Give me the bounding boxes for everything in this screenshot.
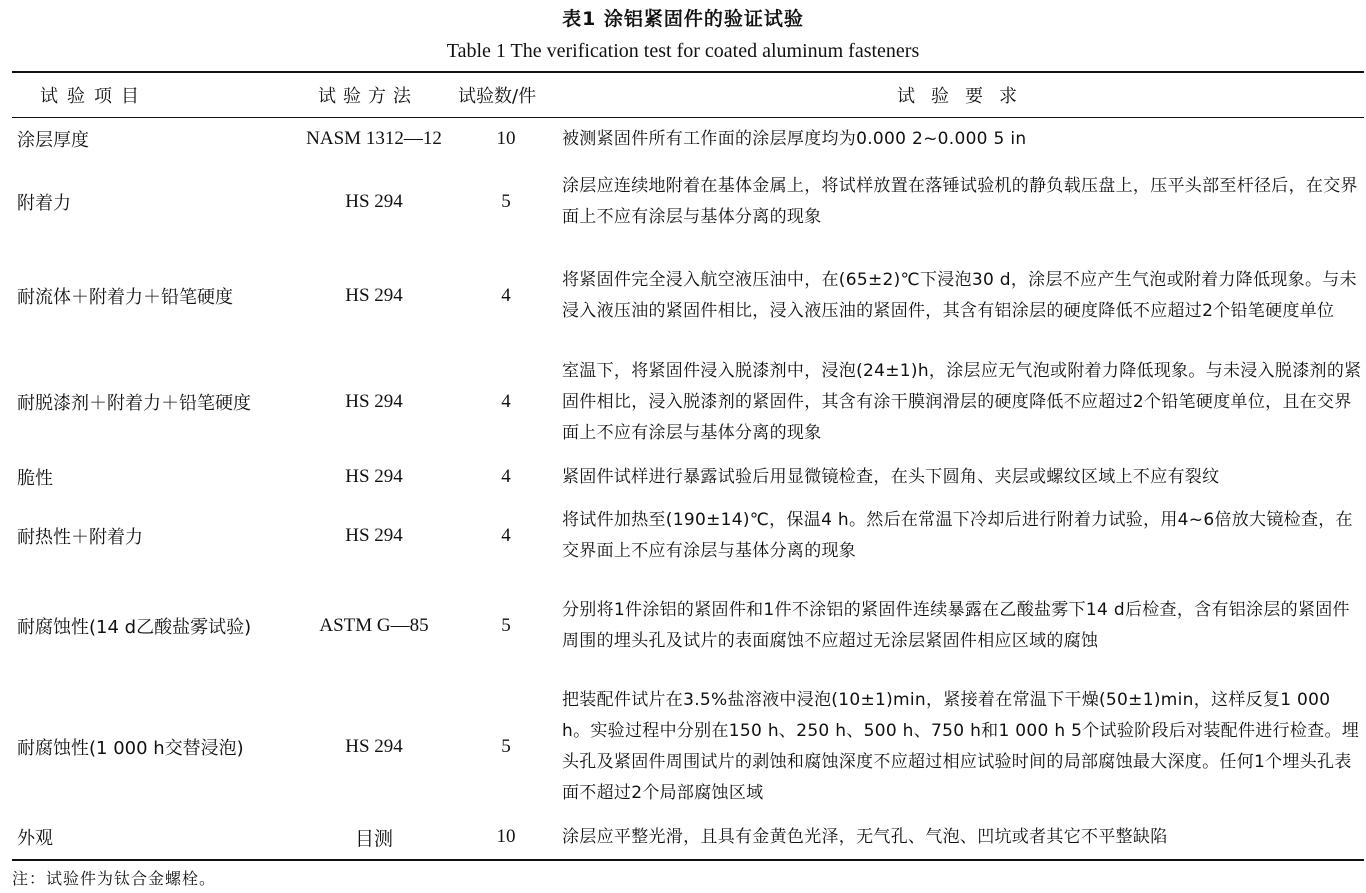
row-item: 耐流体＋附着力＋铅笔硬度 (17, 287, 233, 308)
row-item: 涂层厚度 (17, 130, 89, 151)
bottom-rule (12, 859, 1364, 861)
row-item: 脆性 (17, 468, 53, 489)
table-row (12, 576, 1364, 676)
row-count: 4 (501, 525, 511, 546)
row-method: HS 294 (345, 285, 403, 306)
row-method: ASTM G—85 (319, 615, 429, 636)
row-requirement: 涂层应连续地附着在基体金属上，将试样放置在落锤试验机的静负载压盘上，压平头部至杆径后，在交界面上不应有涂层与基体分离的现象 (562, 176, 1358, 227)
row-count: 5 (501, 615, 511, 636)
table-row (12, 246, 1364, 346)
header-method: 试验方法 (318, 86, 418, 107)
row-method: HS 294 (345, 391, 403, 412)
row-item: 外观 (17, 828, 53, 849)
row-item: 附着力 (17, 193, 71, 214)
header-count: 试验数/件 (458, 86, 537, 107)
row-method: HS 294 (345, 736, 403, 757)
row-item: 耐腐蚀性(14 d乙酸盐雾试验) (17, 617, 252, 638)
row-requirement: 室温下，将紧固件浸入脱漆剂中，浸泡(24±1)h，涂层应无气泡或附着力降低现象。与未浸入脱漆剂的紧固件相比，浸入脱漆剂的紧固件，其含有涂干膜润滑层的硬度降低不应超过2个铅笔硬度单位，且在交界面上不应有涂层与基体分离的现象 (562, 360, 1362, 443)
row-count: 10 (496, 128, 516, 149)
row-count: 5 (501, 191, 511, 212)
table-row (12, 120, 1364, 158)
row-requirement: 分别将1件涂铝的紧固件和1件不涂铝的紧固件连续暴露在乙酸盐雾下14 d后检查，含有铝涂层的紧固件周围的埋头孔及试片的表面腐蚀不应超过无涂层紧固件相应区域的腐蚀 (562, 600, 1350, 651)
row-method: 目测 (354, 828, 393, 850)
row-requirement: 把装配件试片在3.5%盐溶液中浸泡(10±1)min，紧接着在常温下干燥(50±1)min，这样反复1 000 h。实验过程中分别在150 h、250 h、500 h、750 h和1 000 h 5个试验阶段后对装配件进行检查。埋头孔及紧固件周围试片的剥蚀和腐蚀深度不应超过相应试验时间的局部腐蚀最大深度。任何1个埋头孔表面不超过2个局部腐蚀区域 (562, 690, 1360, 803)
row-count: 4 (501, 466, 511, 487)
row-count: 4 (501, 285, 511, 306)
row-count: 4 (501, 391, 511, 412)
row-method: HS 294 (345, 525, 403, 546)
row-requirement: 将紧固件完全浸入航空液压油中，在(65±2)℃下浸泡30 d，涂层不应产生气泡或附着力降低现象。与未浸入液压油的紧固件相比，浸入液压油的紧固件，其含有铝涂层的硬度降低不应超过2个铅笔硬度单位 (562, 270, 1357, 321)
row-requirement: 紧固件试样进行暴露试验后用显微镜检查，在头下圆角、夹层或螺纹区域上不应有裂纹 (562, 466, 1220, 487)
table-note: 注：试验件为钛合金螺栓。 (12, 869, 217, 888)
table-row (12, 458, 1364, 496)
table-row (12, 352, 1364, 452)
header-item: 试验项目 (40, 86, 148, 107)
table-subtitle: Table 1 The verification test for coated aluminum fasteners (446, 40, 920, 62)
row-item: 耐热性＋附着力 (17, 527, 143, 548)
row-count: 10 (496, 826, 516, 847)
row-method: HS 294 (345, 191, 403, 212)
row-item: 耐脱漆剂＋附着力＋铅笔硬度 (17, 393, 251, 414)
row-method: HS 294 (345, 466, 403, 487)
header-rule (12, 117, 1364, 118)
row-item: 耐腐蚀性(1 000 h交替浸泡) (17, 738, 244, 759)
table-title: 表1 涂铝紧固件的验证试验 (562, 8, 804, 30)
table-row (12, 164, 1364, 240)
row-method: NASM 1312—12 (306, 128, 442, 149)
row-requirement: 涂层应平整光滑，且具有金黄色光泽，无气孔、气泡、凹坑或者其它不平整缺陷 (562, 826, 1168, 847)
table-row (12, 502, 1364, 570)
row-requirement: 将试件加热至(190±14)℃，保温4 h。然后在常温下冷却后进行附着力试验，用4~6倍放大镜检查，在交界面上不应有涂层与基体分离的现象 (562, 510, 1353, 561)
header-requirement: 试验要求 (897, 86, 1033, 107)
table-row (12, 682, 1364, 812)
row-requirement: 被测紧固件所有工作面的涂层厚度均为0.000 2~0.000 5 in (562, 128, 1027, 149)
top-rule (12, 71, 1364, 73)
table-row (12, 818, 1364, 856)
row-count: 5 (501, 736, 511, 757)
